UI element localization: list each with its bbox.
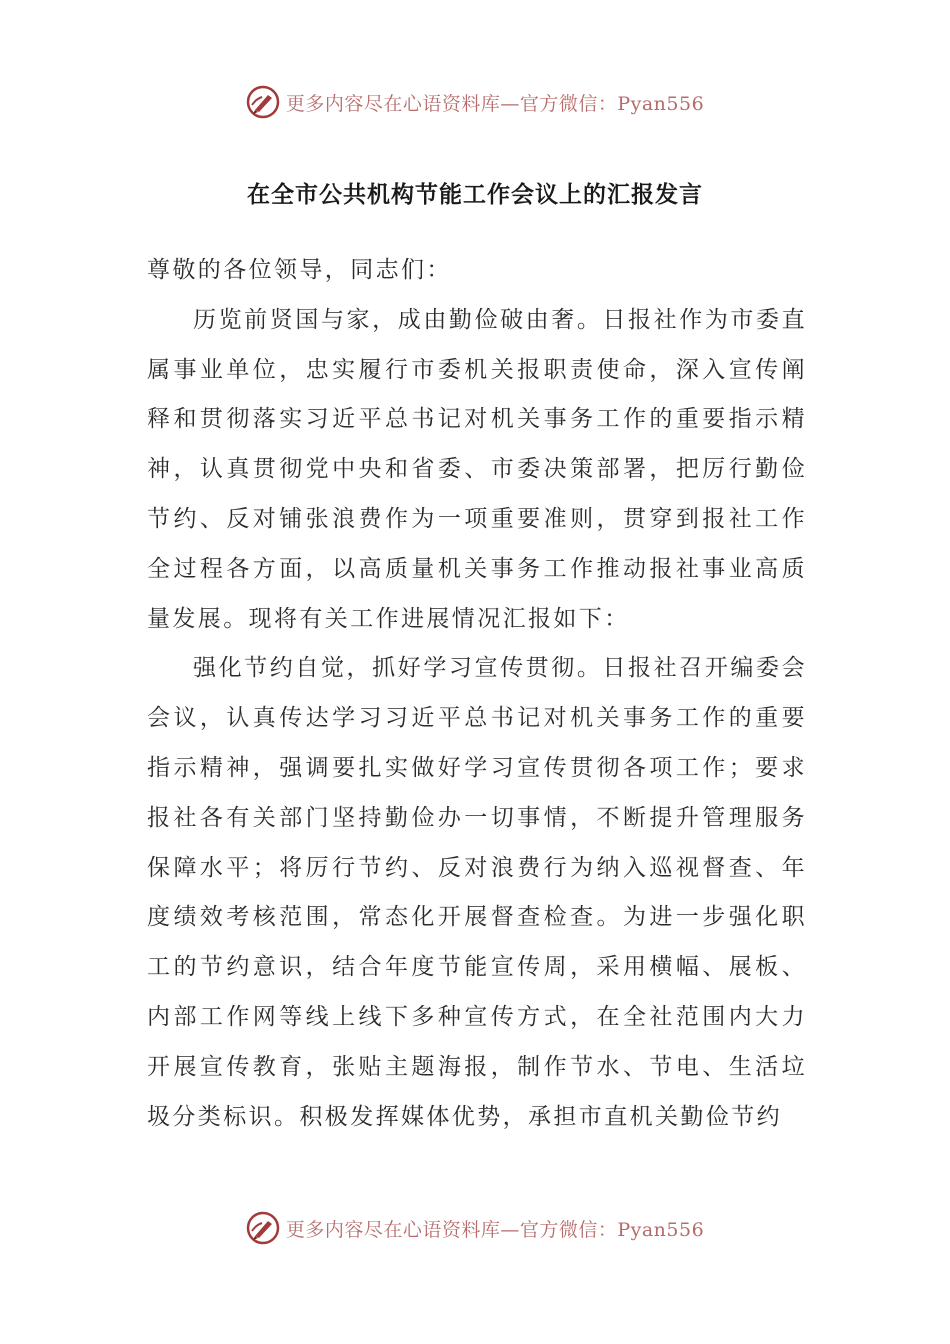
- header-banner-text: 更多内容尽在心语资料库—官方微信：Pyan556: [285, 92, 705, 115]
- document-title: 在全市公共机构节能工作会议上的汇报发言: [247, 182, 703, 208]
- footer-banner-text: 更多内容尽在心语资料库—官方微信：Pyan556: [285, 1218, 705, 1241]
- pen-nib-logo-icon: [246, 85, 280, 119]
- document-body: [147, 246, 807, 1142]
- footer-banner: [0, 1208, 950, 1248]
- paragraph-1: 历览前贤国与家，成由勤俭破由奢。日报社作为市委直属事业单位，忠实履行市委机关报职责使命，深入宣传阐释和贯彻落实习近平总书记对机关事务工作的重要指示精神，认真贯彻党中央和省委、市委决策部署，把厉行勤俭节约、反对铺张浪费作为一项重要准则，贯穿到报社工作全过程各方面，以高质量机关事务工作推动报社事业高质量发展。现将有关工作进展情况汇报如下：: [147, 306, 807, 632]
- paragraph-2: 强化节约自觉，抓好学习宣传贯彻。日报社召开编委会会议，认真传达学习习近平总书记对机关事务工作的重要指示精神，强调要扎实做好学习宣传贯彻各项工作；要求报社各有关部门坚持勤俭办一切事情，不断提升管理服务保障水平；将厉行节约、反对浪费行为纳入巡视督查、年度绩效考核范围，常态化开展督查检查。为进一步强化职工的节约意识，结合年度节能宣传周，采用横幅、展板、内部工作网等线上线下多种宣传方式，在全社范围内大力开展宣传教育，张贴主题海报，制作节水、节电、生活垃圾分类标识。积极发挥媒体优势，承担市直机关勤俭节约: [147, 655, 807, 1130]
- pen-nib-logo-icon: [246, 1211, 280, 1245]
- header-banner: [0, 82, 950, 122]
- salutation: 尊敬的各位领导，同志们：: [147, 257, 452, 283]
